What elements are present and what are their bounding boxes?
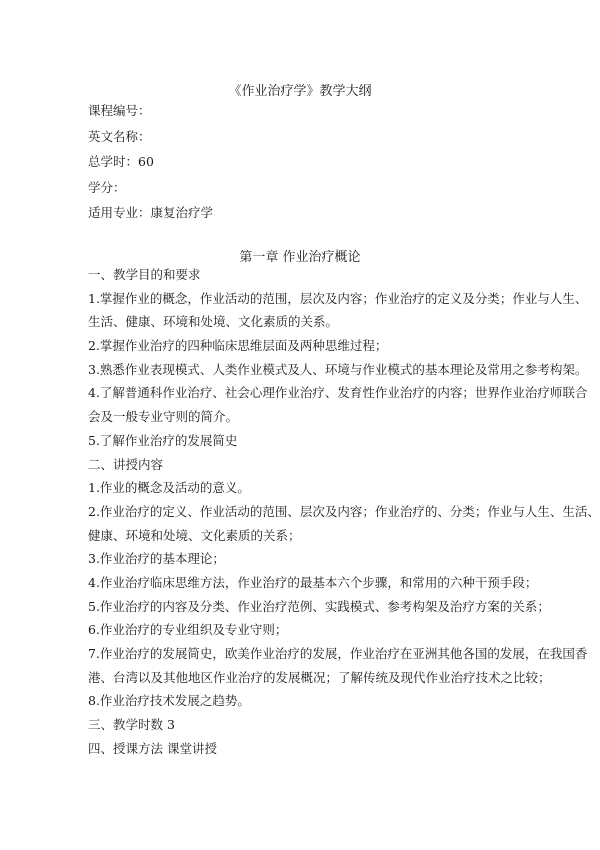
meta-english-name: 英文名称： — [88, 128, 151, 144]
meta-total-hours: 总学时：60 — [88, 154, 154, 169]
paragraph-line: 3.熟悉作业表现模式、人类作业模式及人、环境与作业模式的基本理论及常用之参考构架。 — [88, 361, 588, 377]
paragraph-line: 2.作业治疗的定义、作业活动的范围、层次及内容；作业治疗的、分类；作业与人生、生活、 — [88, 503, 600, 519]
paragraph-line: 5.作业治疗的内容及分类、作业治疗范例、实践模式、参考构架及治疗方案的关系； — [88, 598, 550, 614]
section-heading: 四、授课方法 课堂讲授 — [88, 740, 217, 756]
paragraph-line: 港、台湾以及其他地区作业治疗的发展概况；了解传统及现代作业治疗技术之比较； — [88, 669, 551, 685]
paragraph-line: 7.作业治疗的发展简史，欧美作业治疗的发展，作业治疗在亚洲其他各国的发展，在我国香 — [88, 646, 588, 661]
section-heading: 一、教学目的和要求 — [88, 267, 201, 282]
paragraph-line: 3.作业治疗的基本理论； — [88, 551, 225, 567]
paragraph-line: 生活、健康、环境和处境、文化素质的关系。 — [88, 314, 339, 330]
course-meta — [88, 105, 213, 233]
document-title: 《作业治疗学》教学大纲 — [228, 84, 372, 99]
paragraph-line: 2.掌握作业治疗的四种临床思维层面及两种思维过程； — [88, 338, 388, 354]
paragraph-line: 1.掌握作业的概念，作业活动的范围，层次及内容；作业治疗的定义及分类；作业与人生、 — [88, 290, 588, 306]
paragraph-line: 会及一般专业守则的简介。 — [88, 409, 239, 425]
meta-credits: 学分： — [88, 179, 126, 195]
meta-course-code: 课程编号： — [88, 103, 151, 118]
paragraph-line: 5.了解作业治疗的发展简史 — [88, 432, 238, 448]
paragraph-line: 1.作业的概念及活动的意义。 — [88, 480, 250, 496]
section-heading: 三、教学时数 3 — [88, 717, 175, 733]
paragraph-line: 4.作业治疗临床思维方法，作业治疗的最基本六个步骤，和常用的六种干预手段； — [88, 574, 538, 590]
meta-major: 适用专业：康复治疗学 — [88, 205, 214, 220]
chapter-title: 第一章 作业治疗概论 — [239, 250, 361, 265]
paragraph-line: 健康、环境和处境、文化素质的关系； — [88, 527, 301, 543]
paragraph-line: 4.了解普通科作业治疗、社会心理作业治疗、发育性作业治疗的内容；世界作业治疗师联合 — [88, 385, 588, 401]
chapter-content — [88, 267, 600, 766]
section-heading: 二、讲授内容 — [88, 456, 164, 472]
paragraph-line: 6.作业治疗的专业组织及专业守则； — [88, 622, 288, 638]
paragraph-line: 8.作业治疗技术发展之趋势。 — [88, 693, 250, 709]
